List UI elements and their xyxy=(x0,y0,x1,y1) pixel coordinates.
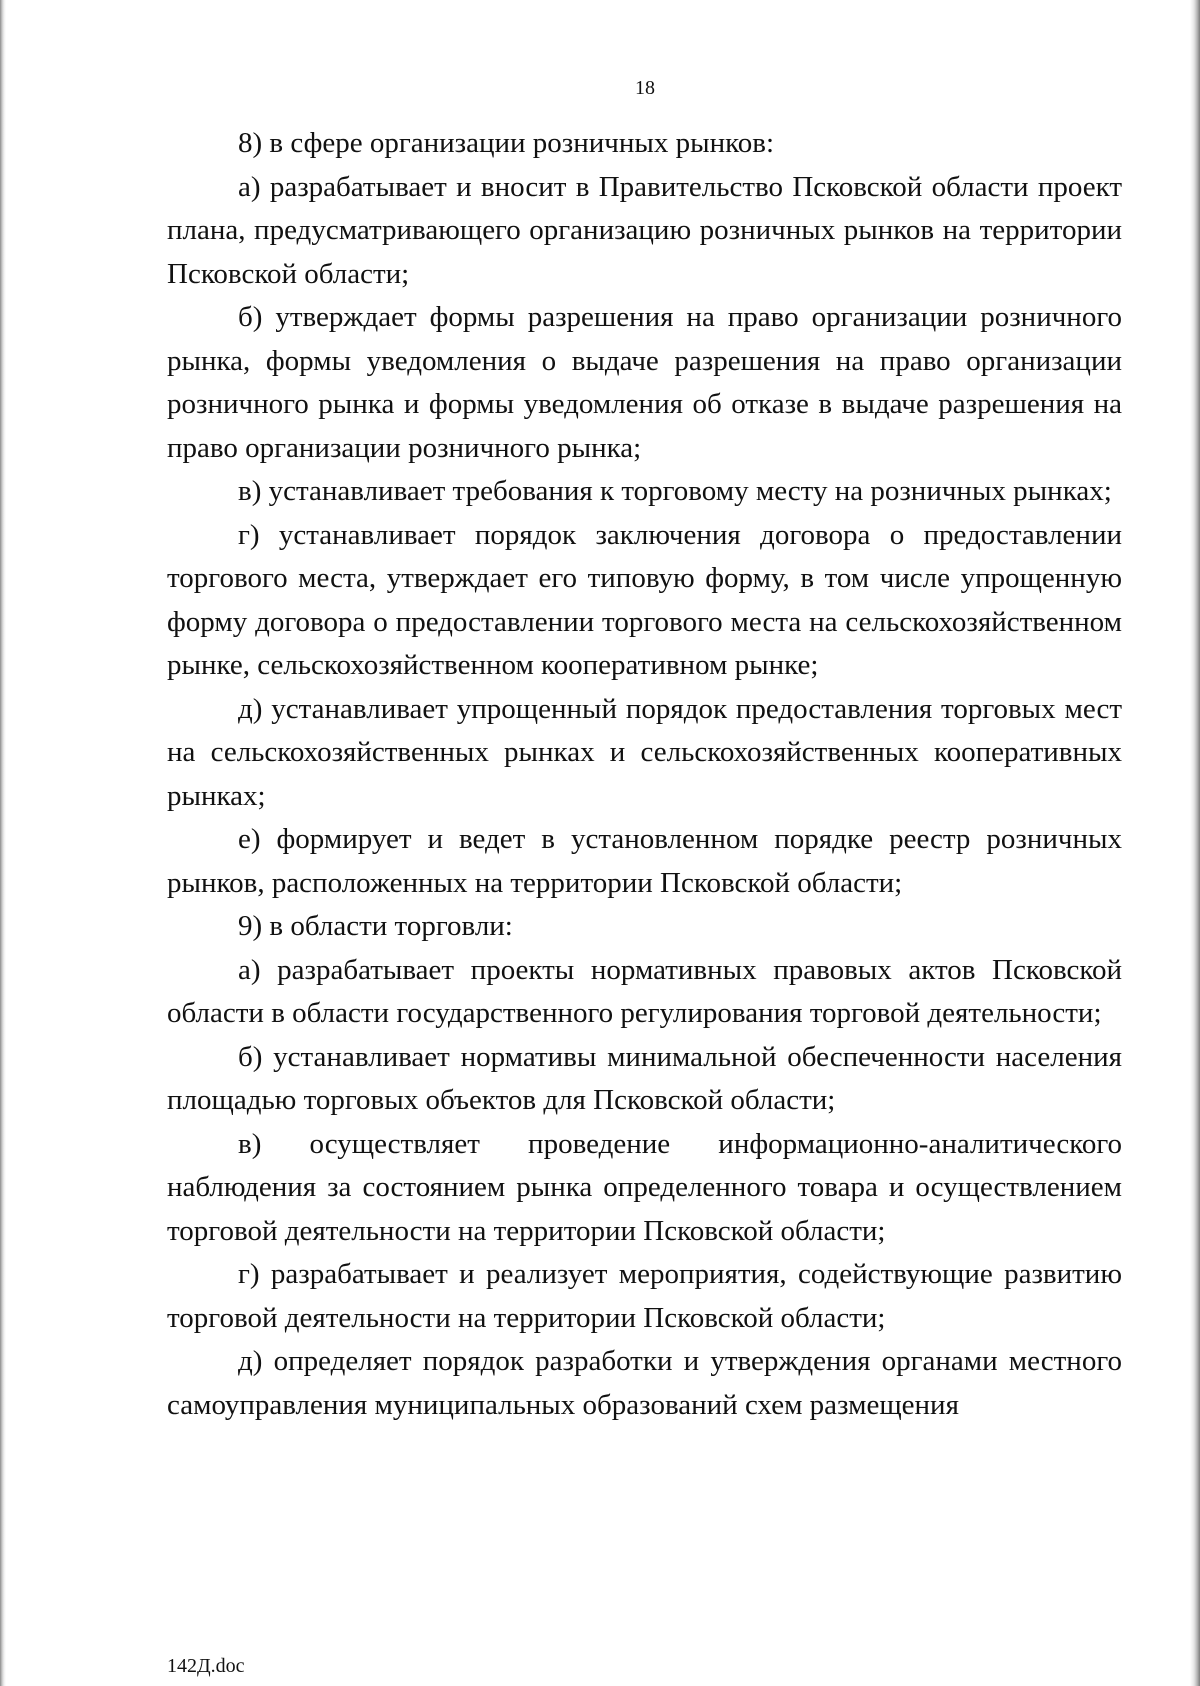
paragraph-8b: б) утверждает формы разрешения на право организации розничного рынка, формы уведомления о выдаче разрешения на право организации розничного рынка и формы уведомления об отказе в выдаче разрешения на право организации розничного рынка; xyxy=(167,301,1122,464)
document-body xyxy=(167,122,1122,1427)
paragraph-8-retail-markets: 8) в сфере организации розничных рынков: xyxy=(238,127,775,159)
paragraph-9b: б) устанавливает нормативы минимальной обеспеченности населения площадью торговых объектов для Псковской области; xyxy=(167,1040,1122,1116)
document-filename-footer: 142Д.doc xyxy=(167,1655,245,1677)
paragraph-9d: д) определяет порядок разработки и утверждения органами местного самоуправления муниципальных образований схем размещения xyxy=(167,1345,1122,1421)
paragraph-9a: а) разрабатывает проекты нормативных правовых актов Псковской области в области государственного регулирования торговой деятельности; xyxy=(167,953,1122,1029)
scan-edge-right xyxy=(1190,0,1200,1686)
paragraph-9-trade: 9) в области торговли: xyxy=(238,910,513,942)
paragraph-8v: в) устанавливает требования к торговому месту на розничных рынках; xyxy=(238,475,1112,507)
paragraph-9v: в) осуществляет проведение информационно-аналитического наблюдения за состоянием рынка определенного товара и осуществлением торговой деятельности на территории Псковской области; xyxy=(167,1127,1122,1247)
paragraph-8g: г) устанавливает порядок заключения договора о предоставлении торгового места, утверждает его типовую форму, в том числе упрощенную форму договора о предоставлении торгового места на сельскохозяйственном рынке, сельскохозяйственном кооперативном рынке; xyxy=(167,518,1122,681)
paragraph-9g: г) разрабатывает и реализует мероприятия, содействующие развитию торговой деятельности на территории Псковской области; xyxy=(167,1258,1122,1334)
paragraph-8a: а) разрабатывает и вносит в Правительство Псковской области проект плана, предусматривающего организацию розничных рынков на территории Псковской области; xyxy=(167,170,1122,290)
paragraph-8d: д) устанавливает упрощенный порядок предоставления торговых мест на сельскохозяйственных рынках и сельскохозяйственных кооперативных рынках; xyxy=(167,692,1122,812)
page-number: 18 xyxy=(635,77,655,99)
paragraph-8e: е) формирует и ведет в установленном порядке реестр розничных рынков, расположенных на территории Псковской области; xyxy=(167,823,1122,899)
scan-edge-left xyxy=(0,0,6,1686)
